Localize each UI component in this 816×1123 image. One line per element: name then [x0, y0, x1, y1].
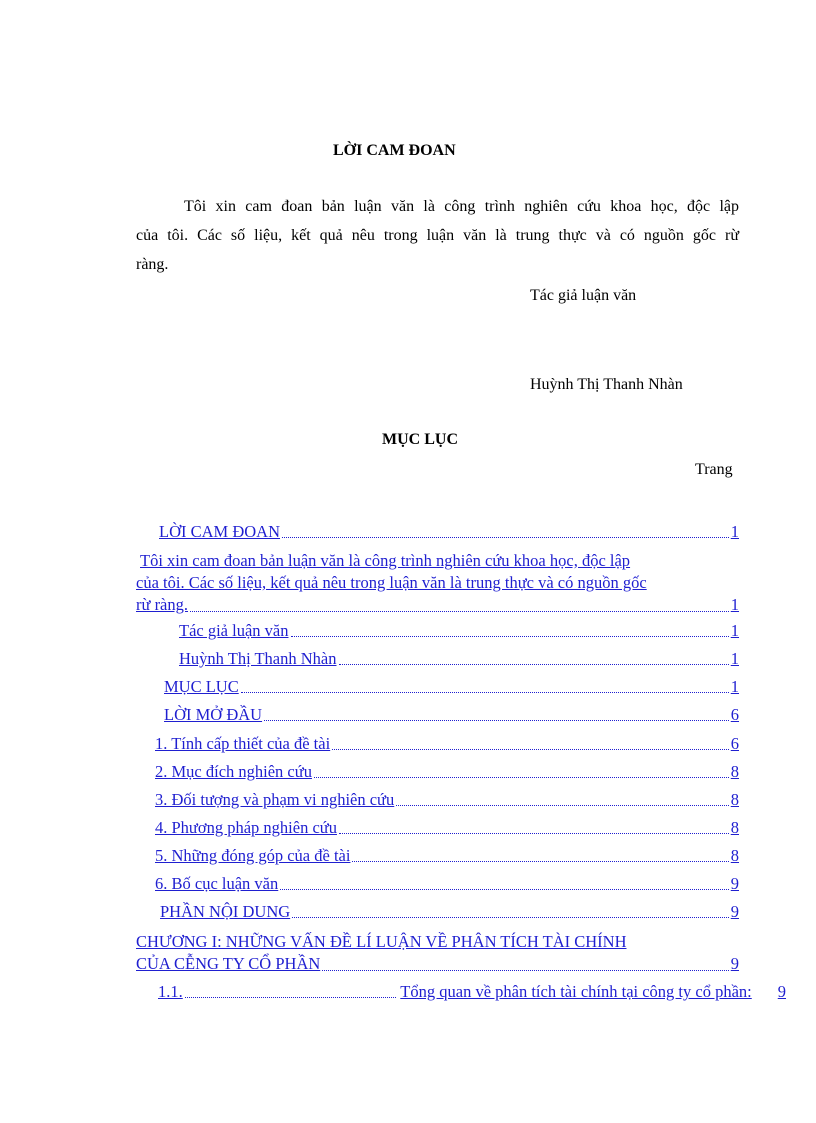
- toc-label: LỜI CAM ĐOAN: [159, 522, 280, 541]
- toc-leader: [339, 833, 729, 834]
- toc-page: 9: [730, 874, 739, 893]
- toc-label-line-3: rừ ràng.: [136, 595, 189, 614]
- toc-page: 6: [730, 734, 739, 753]
- toc-page: 1: [730, 595, 739, 614]
- toc-entry-5[interactable]: [155, 846, 739, 866]
- toc-entry-4[interactable]: [155, 818, 739, 838]
- toc-leader: [185, 997, 397, 998]
- cam-doan-title: LỜI CAM ĐOAN: [333, 142, 456, 159]
- toc-entry-2[interactable]: [155, 762, 739, 782]
- author-name: Huỳnh Thị Thanh Nhàn: [530, 376, 683, 393]
- toc-label: LỜI MỞ ĐẦU: [164, 705, 263, 724]
- toc-entry-author-name[interactable]: [179, 649, 739, 669]
- toc-leader: [282, 537, 729, 538]
- toc-entry-cam-doan-paragraph[interactable]: [136, 550, 739, 616]
- toc-entry-loi-cam-doan[interactable]: [159, 522, 739, 542]
- toc-entry-1-1[interactable]: [158, 982, 786, 1002]
- toc-label-line-1: CHƯƠNG I: NHỮNG VẤN ĐỀ LÍ LUẬN VỀ PHÂN TÍCH TÀI CHÍNH: [136, 932, 627, 951]
- toc-entry-tac-gia[interactable]: [179, 621, 739, 641]
- author-label: Tác giả luận văn: [530, 287, 637, 304]
- toc-page: 1: [730, 677, 739, 696]
- toc-label: 1. Tính cấp thiết của đề tài: [155, 734, 331, 753]
- toc-page: 6: [730, 705, 739, 724]
- toc-label: 3. Đối tượng và phạm vi nghiên cứu: [155, 790, 395, 809]
- toc-label-line-1: Tôi xin cam đoan bản luận văn là công trình nghiên cứu khoa học, độc lập: [140, 551, 631, 570]
- toc-number: 1.1.: [158, 982, 183, 1001]
- toc-leader: [339, 664, 729, 665]
- muc-luc-title: MỤC LỤC: [382, 431, 458, 448]
- toc-label: 4. Phương pháp nghiên cứu: [155, 818, 337, 837]
- toc-page: 1: [730, 522, 739, 541]
- toc-entry-6[interactable]: [155, 874, 739, 894]
- toc-page: 9: [777, 982, 786, 1001]
- toc-leader: [396, 805, 729, 806]
- toc-leader: [332, 749, 729, 750]
- toc-label: Tác giả luận văn: [179, 621, 289, 640]
- toc-page: 8: [730, 790, 739, 809]
- toc-page: 1: [730, 649, 739, 668]
- toc-page: 8: [730, 762, 739, 781]
- toc-label: Huỳnh Thị Thanh Nhàn: [179, 649, 337, 668]
- toc-entry-loi-mo-dau[interactable]: [164, 705, 739, 725]
- toc-leader: [280, 889, 728, 890]
- toc-leader: [314, 777, 729, 778]
- toc-label: Tổng quan về phân tích tài chính tại công ty cổ phần:: [400, 982, 752, 1001]
- toc-leader: [264, 720, 729, 721]
- toc-leader: [291, 636, 729, 637]
- toc-entry-chuong-1[interactable]: [136, 931, 739, 975]
- toc-entry-phan-noi-dung[interactable]: [160, 902, 739, 922]
- cam-doan-paragraph: [136, 192, 739, 279]
- toc-label: 6. Bố cục luận văn: [155, 874, 279, 893]
- toc-label-line-2: CỦA CỄNG TY CỔ PHẦN: [136, 954, 321, 973]
- cam-doan-line-3: ràng.: [136, 256, 169, 273]
- toc-page: 8: [730, 818, 739, 837]
- toc-page: 9: [730, 954, 739, 973]
- toc-entry-muc-luc[interactable]: [164, 677, 739, 697]
- toc-page: 1: [730, 621, 739, 640]
- toc-page: 9: [730, 902, 739, 921]
- toc-entry-3[interactable]: [155, 790, 739, 810]
- toc-label: MỤC LỤC: [164, 677, 239, 696]
- toc-leader: [190, 611, 729, 612]
- toc-leader: [322, 970, 728, 971]
- toc-page: 8: [730, 846, 739, 865]
- toc-leader: [241, 692, 729, 693]
- toc-label: 5. Những đóng góp của đề tài: [155, 846, 351, 865]
- toc-label: 2. Mục đích nghiên cứu: [155, 762, 312, 781]
- toc-label: PHẦN NỘI DUNG: [160, 902, 291, 921]
- trang-header: Trang: [695, 461, 733, 478]
- toc-entry-1[interactable]: [155, 734, 739, 754]
- cam-doan-line-2: của tôi. Các số liệu, kết quả nêu trong luận văn là trung thực và có nguồn gốc rừ: [136, 227, 739, 244]
- toc-leader: [352, 861, 728, 862]
- toc-leader: [292, 917, 729, 918]
- cam-doan-line-1: Tôi xin cam đoan bản luận văn là công trình nghiên cứu khoa học, độc lập: [184, 198, 739, 215]
- toc-label-line-2: của tôi. Các số liệu, kết quả nêu trong luận văn là trung thực và có nguồn gốc: [136, 573, 647, 592]
